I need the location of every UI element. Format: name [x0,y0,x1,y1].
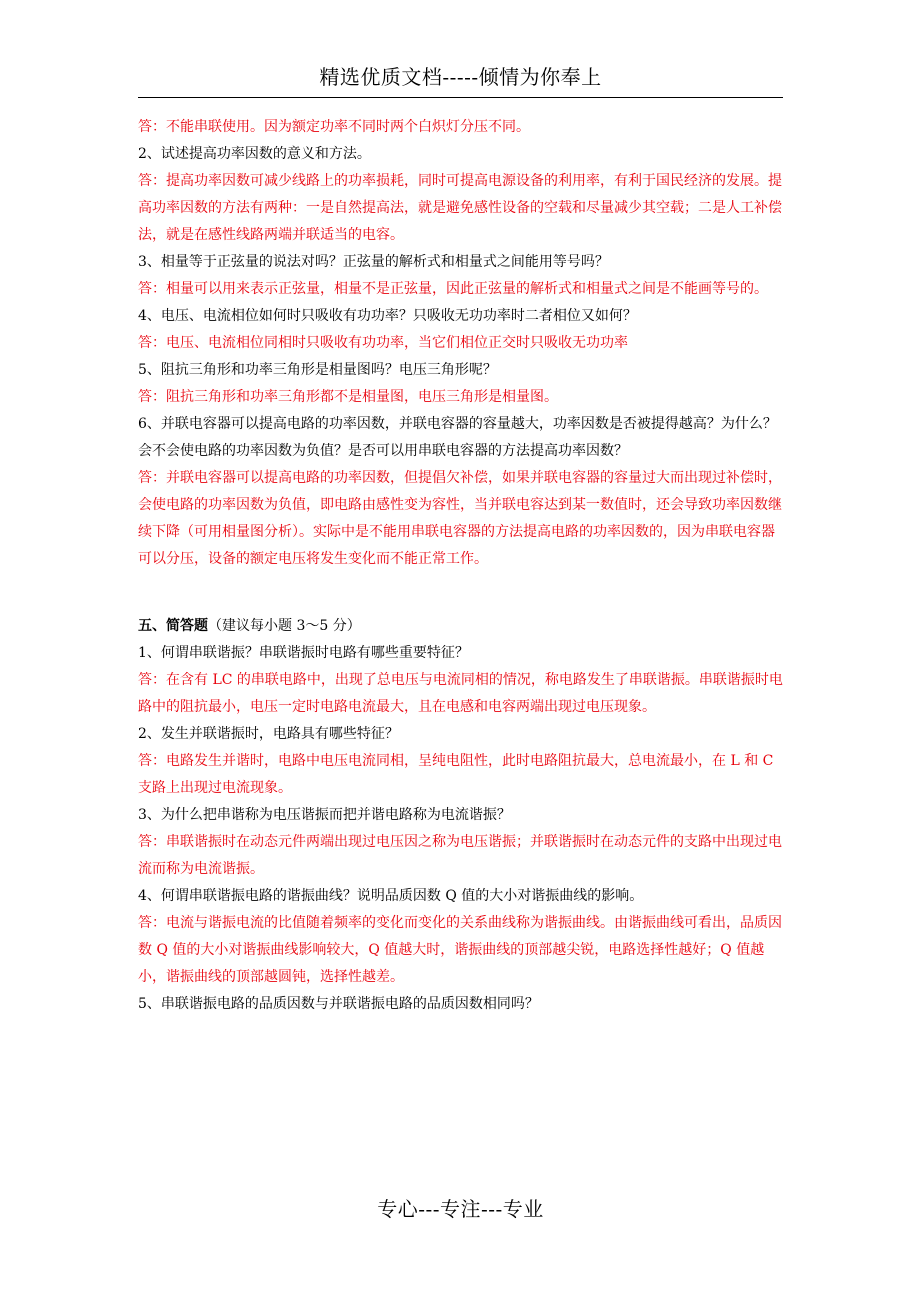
answer-paragraph: 答：并联电容器可以提高电路的功率因数，但提倡欠补偿，如果并联电容器的容量过大而出现过补偿时，会使电路的功率因数为负值，即电路由感性变为容性，当并联电容达到某一数值时，还会导致功率因数继续下降（可用相量图分析）。实际中是不能用串联电容器的方法提高电路的功率因数的，因为串联电容器可以分压，设备的额定电压将发生变化而不能正常工作。 [138,470,782,567]
answer-paragraph: 答：串联谐振时在动态元件两端出现过电压因之称为电压谐振；并联谐振时在动态元件的支路中出现过电流而称为电流谐振。 [138,834,782,877]
section-heading [138,613,783,640]
question-paragraph: 4、电压、电流相位如何时只吸收有功功率？只吸收无功功率时二者相位又如何？ [138,308,637,324]
answer-paragraph: 答：相量可以用来表示正弦量，相量不是正弦量，因此正弦量的解析式和相量式之间是不能画等号的。 [138,281,768,297]
answer-paragraph: 答：阻抗三角形和功率三角形都不是相量图，电压三角形是相量图。 [138,389,558,405]
question-paragraph: 1、何谓串联谐振？串联谐振时电路有哪些重要特征？ [138,645,469,661]
header-divider [138,97,783,98]
document-body [138,114,783,1018]
question-paragraph: 3、为什么把串谐称为电压谐振而把并谐电路称为电流谐振？ [138,807,511,823]
page-footer-text: 专心---专注---专业 [377,1197,544,1221]
page-header-title: 精选优质文档-----倾情为你奉上 [319,65,602,89]
question-paragraph: 4、何谓串联谐振电路的谐振曲线？说明品质因数 Q 值的大小对谐振曲线的影响。 [138,888,644,904]
answer-paragraph: 答：在含有 LC 的串联电路中，出现了总电压与电流同相的情况，称电路发生了串联谐振。串联谐振时电路中的阻抗最小，电压一定时电路电流最大，且在电感和电容两端出现过电压现象。 [138,672,783,715]
question-paragraph: 2、试述提高功率因数的意义和方法。 [138,146,371,162]
question-paragraph: 6、并联电容器可以提高电路的功率因数，并联电容器的容量越大，功率因数是否被提得越高？为什么？会不会使电路的功率因数为负值？是否可以用串联电容器的方法提高功率因数？ [138,416,777,459]
paragraph-spacer [138,573,783,613]
question-paragraph: 5、阻抗三角形和功率三角形是相量图吗？电压三角形呢？ [138,362,497,378]
question-paragraph: 3、相量等于正弦量的说法对吗？正弦量的解析式和相量式之间能用等号吗？ [138,254,609,270]
qa-block-1 [138,114,783,573]
answer-paragraph: 答：提高功率因数可减少线路上的功率损耗，同时可提高电源设备的利用率，有利于国民经济的发展。提高功率因数的方法有两种：一是自然提高法，就是避免感性设备的空载和尽量减少其空载；二是人工补偿法，就是在感性线路两端并联适当的电容。 [138,173,782,243]
answer-paragraph: 答：电路发生并谐时，电路中电压电流同相，呈纯电阻性，此时电路阻抗最大，总电流最小，在 L 和 C 支路上出现过电流现象。 [138,753,774,796]
answer-paragraph: 答：电流与谐振电流的比值随着频率的变化而变化的关系曲线称为谐振曲线。由谐振曲线可看出，品质因数 Q 值的大小对谐振曲线影响较大，Q 值越大时，谐振曲线的顶部越尖锐，电路选择性越好；Q 值越小，谐振曲线的顶部越圆钝，选择性越差。 [138,915,782,985]
answer-paragraph: 答：不能串联使用。因为额定功率不同时两个白炽灯分压不同。 [138,119,530,135]
question-paragraph: 5、串联谐振电路的品质因数与并联谐振电路的品质因数相同吗？ [138,996,539,1012]
section-title: 五、简答题 [138,618,208,634]
section-note: （建议每小题 3～5 分） [208,618,361,634]
question-paragraph: 2、发生并联谐振时，电路具有哪些特征？ [138,726,399,742]
qa-block-2 [138,640,783,1018]
answer-paragraph: 答：电压、电流相位同相时只吸收有功功率，当它们相位正交时只吸收无功功率 [138,335,628,351]
